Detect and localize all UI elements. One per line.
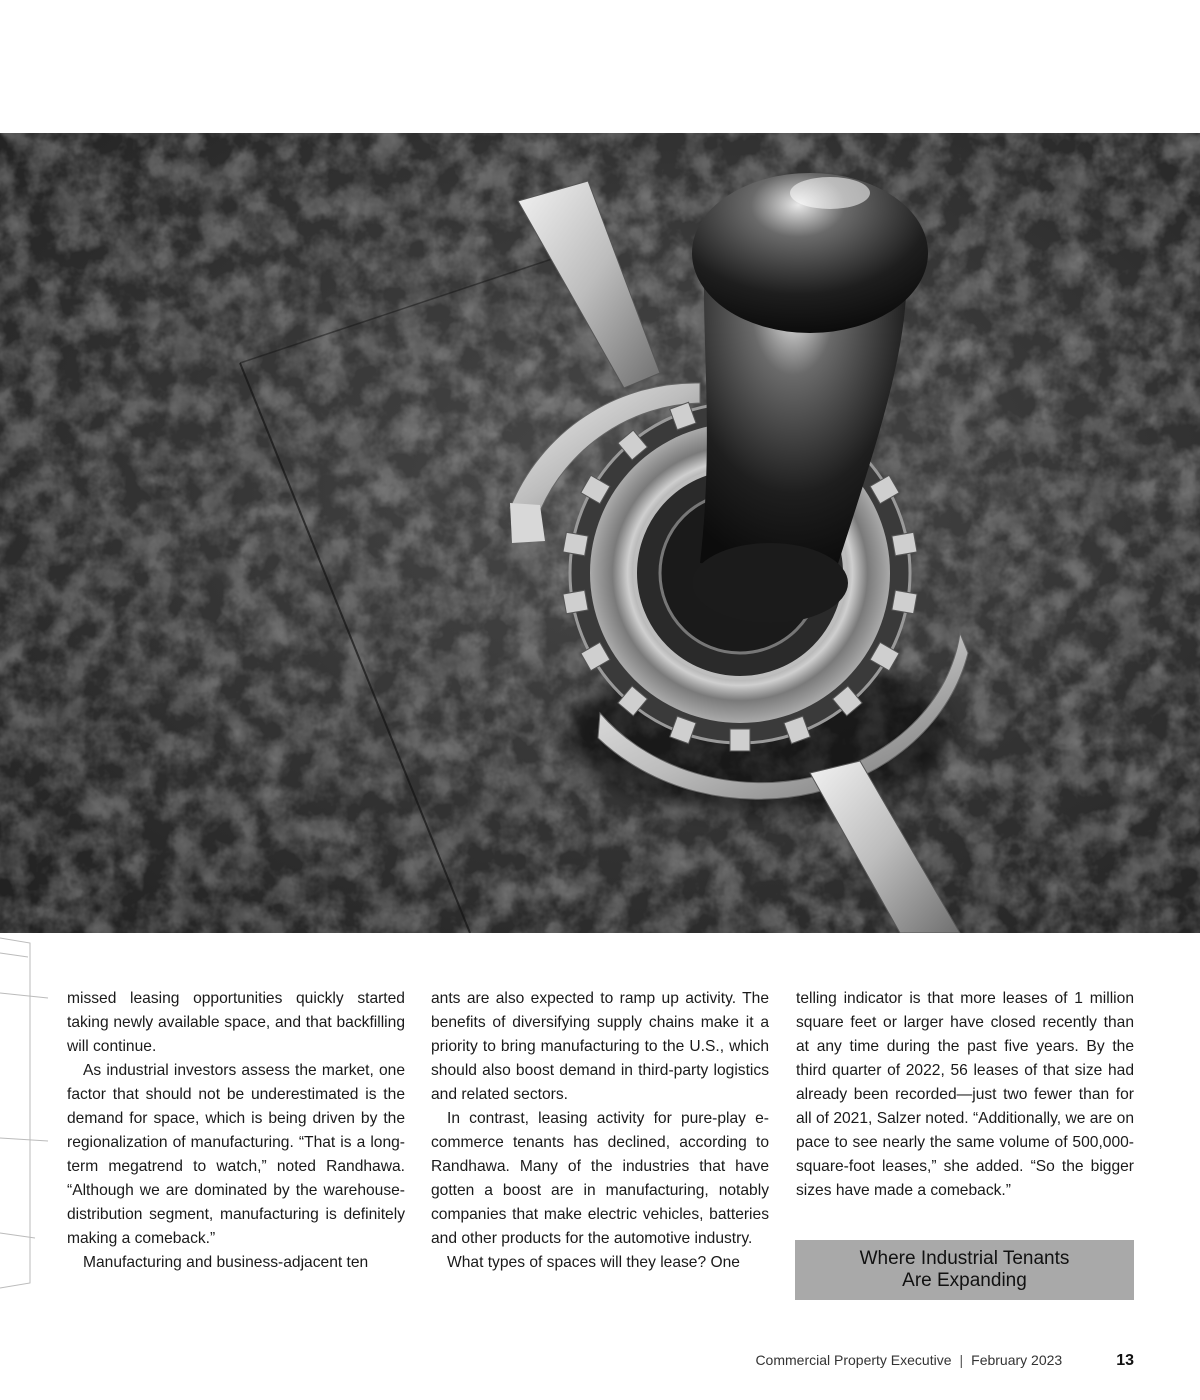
publication-name: Commercial Property Executive bbox=[755, 1352, 952, 1368]
issue-date: February 2023 bbox=[971, 1352, 1063, 1368]
paragraph: Manufacturing and business-adjacent ten bbox=[83, 1254, 369, 1271]
hero-image bbox=[0, 133, 1200, 933]
paragraph: ants are also expected to ramp up activity. The benefits of diversifying supply chains make it a priority to bring manufacturing to the U.S., which should also boost demand in third-party logistics and related sectors. bbox=[431, 990, 769, 1103]
paragraph: What types of spaces will they lease? One bbox=[447, 1254, 740, 1271]
page-footer bbox=[755, 1352, 1134, 1370]
section-heading-callout bbox=[795, 1240, 1134, 1300]
footer-separator: | bbox=[959, 1352, 964, 1368]
paragraph: As industrial investors assess the market, one factor that should not be underestimated is the demand for space, which is being driven by the regionalization of manufacturing. “That is a long-term megatrend to watch,” noted Randhawa. “Although we are dominated by the warehouse-distribution segment, manufacturing is definitely making a comeback.” bbox=[67, 1062, 405, 1247]
paragraph: telling indicator is that more leases of 1 million square feet or larger have closed recently than at any time during the past five years. By the third quarter of 2022, 56 leases of that size had already been recorded—just two fewer than for all of 2021, Salzer noted. “Additionally, we are on pace to see nearly the same volume of 500,000-square-foot leases,” she added. “So the bigger sizes have made a comeback.” bbox=[796, 990, 1134, 1199]
paragraph: missed leasing opportunities quickly started taking newly available space, and that backfilling will continue. bbox=[67, 990, 405, 1055]
paragraph: In contrast, leasing activity for pure-play e-commerce tenants has declined, according to Randhawa. Many of the industries that have gotten a boost are in manufacturing, notably companies that make electric vehicles, batteries and other products for the automotive industry. bbox=[431, 1110, 769, 1247]
article-column-2 bbox=[431, 987, 769, 1275]
article-column-3 bbox=[796, 987, 1134, 1203]
joystick-gear-icon bbox=[0, 133, 1200, 933]
edge-graphic bbox=[0, 933, 50, 1333]
article-column-1 bbox=[67, 987, 405, 1275]
page-number: 13 bbox=[1116, 1352, 1134, 1369]
callout-line-2: Are Expanding bbox=[902, 1270, 1027, 1291]
callout-line-1: Where Industrial Tenants bbox=[859, 1248, 1070, 1269]
